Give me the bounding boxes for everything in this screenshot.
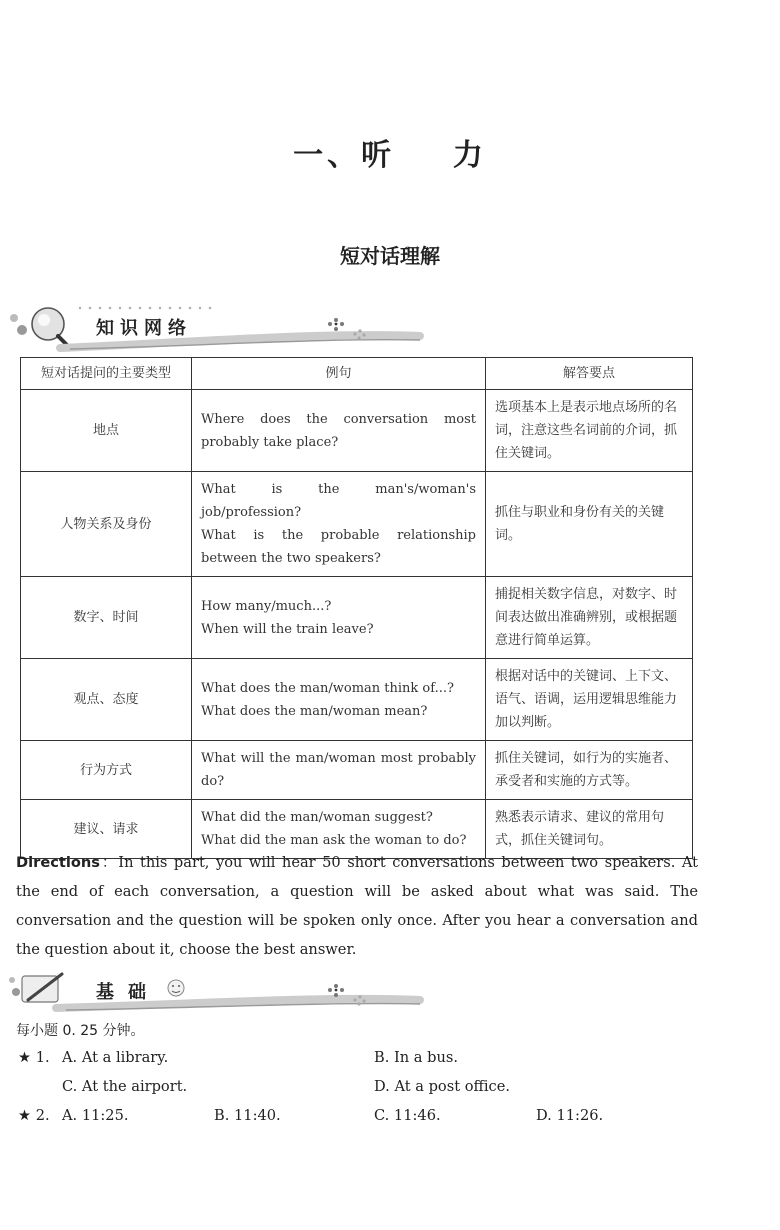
type-cell: 观点、态度 [21,659,192,741]
tip-cell: 捕捉相关数字信息，对数字、时间表达做出准确辨别，或根据题意进行简单运算。 [486,577,693,659]
table-row [21,659,693,741]
banner-title: 知识网络 [96,318,192,339]
basic-banner [0,966,780,1020]
question-number: ★ 1. [18,1049,50,1066]
tip-cell: 熟悉表示请求、建议的常用句式，抓住关键词句。 [486,800,693,859]
chapter-title: 一、听 力 [293,138,487,173]
table-row [21,577,693,659]
time-note: 每小题 0. 25 分钟。 [16,1023,145,1039]
smiley-icon [168,980,184,996]
option-a: A. At a library. [62,1049,169,1066]
option-b: B. In a bus. [374,1049,459,1066]
banner-title: 基础 [96,982,160,1003]
type-cell: 人物关系及身份 [21,472,192,577]
table-header-row [21,358,693,390]
option-a: A. 11:25. [62,1107,129,1124]
section-title: 短对话理解 [340,244,440,268]
type-cell: 建议、请求 [21,800,192,859]
directions-label: Directions [16,854,100,871]
option-c: C. 11:46. [374,1107,441,1124]
tip-cell: 抓住与职业和身份有关的关键词。 [486,472,693,577]
example-cell: What will the man/woman most probably do? [192,741,486,800]
header-tip: 解答要点 [486,358,693,390]
header-type: 短对话提问的主要类型 [21,358,192,390]
example-cell: What did the man/woman suggest? What did the man ask the woman to do? [192,800,486,859]
option-b: B. 11:40. [214,1107,281,1124]
option-d: D. 11:26. [536,1107,604,1124]
tip-cell: 选项基本上是表示地点场所的名词，注意这些名词前的介词，抓住关键词。 [486,390,693,472]
pencil-icon [22,974,62,1002]
option-c: C. At the airport. [62,1078,188,1095]
question-number: ★ 2. [18,1107,50,1124]
type-cell: 地点 [21,390,192,472]
table-row [21,472,693,577]
knowledge-banner [0,302,780,356]
option-d: D. At a post office. [374,1078,510,1095]
example-cell: What is the man's/woman's job/profession? What is the probable relationship between the two speakers? [192,472,486,577]
example-cell: Where does the conversation most probably take place? [192,390,486,472]
type-cell: 行为方式 [21,741,192,800]
table-row [21,741,693,800]
example-cell: What does the man/woman think of...? What does the man/woman mean? [192,659,486,741]
tip-cell: 根据对话中的关键词、上下文、语气、语调，运用逻辑思维能力加以判断。 [486,659,693,741]
example-cell: How many/much...? When will the train leave? [192,577,486,659]
dotted-line-top [79,307,211,309]
type-cell: 数字、时间 [21,577,192,659]
directions-text: ：In this part, you will hear 50 short conversations between two speakers. At the end of each conversation, a question will be asked about what was said. The conversation and the question will be spoken only once. After you hear a conversation and the question about it, choose the best answer. [16,854,699,958]
header-example: 例句 [192,358,486,390]
question-types-table [20,357,693,859]
tip-cell: 抓住关键词，如行为的实施者、承受者和实施的方式等。 [486,741,693,800]
directions-paragraph [16,848,698,964]
table-row [21,390,693,472]
